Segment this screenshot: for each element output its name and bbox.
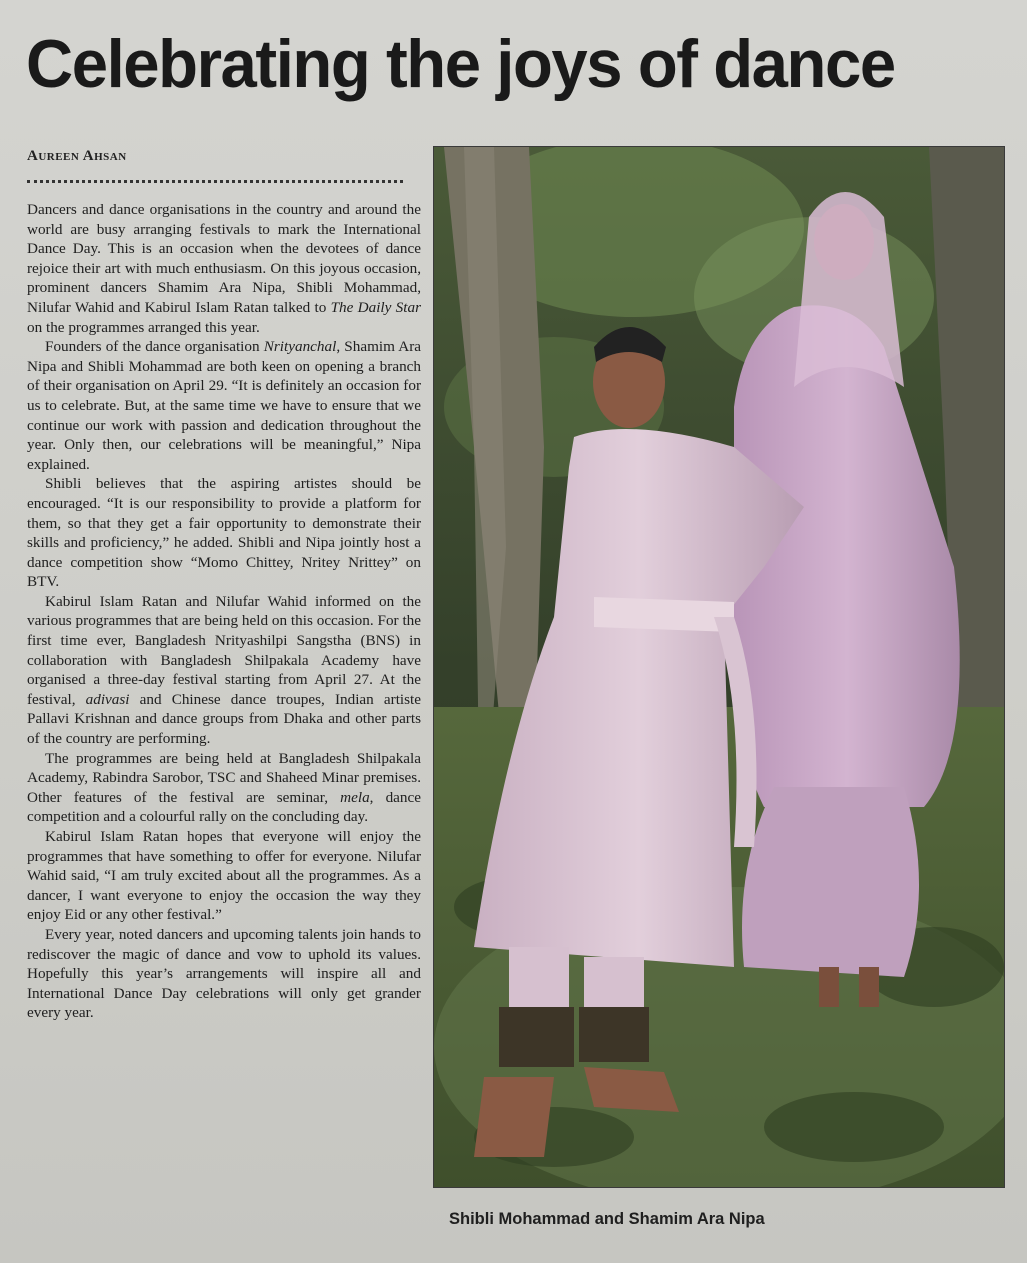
text-run: Every year, noted dancers and upcoming talents join hands to rediscover the magic of dance and vow to uphold its values. Hopefully this year’s arrangements will inspire all and International Dance Day celebrations will only get grander every year. <box>27 925 421 1022</box>
article-paragraph <box>27 337 421 474</box>
article-paragraph <box>27 200 421 337</box>
text-run: Kabirul Islam Ratan and Nilufar Wahid informed on the various programmes that are being held on this occasion. For the first time ever, Bangladesh Nrityashilpi Sangstha (BNS) in collaboration with Bangladesh Shilpakala Academy have organised a three-day festival starting from April 27. At the festival, <box>27 592 421 708</box>
byline: Aureen Ahsan <box>27 148 127 164</box>
text-run: Kabirul Islam Ratan hopes that everyone will enjoy the programmes that have something to offer for everyone. Nilufar Wahid said, “I am truly excited about all the programmes. As a dancer, I want everyone to enjoy the occasion the way they enjoy Eid or any other festival.” <box>27 828 421 924</box>
headline: Celebrating the joys of dance <box>26 26 895 102</box>
italic-text: Nrityanchal <box>263 338 337 356</box>
text-run: , Shamim Ara Nipa and Shibli Mohammad are both keen on opening a branch of their organisation on April 29. “It is definitely an occasion for us to celebrate. But, at the same time we have to ensure that we continue our work with passion and dedication throughout the year. Only then, our celebrations will be meaningful,” Nipa explained. <box>27 338 422 473</box>
dancers-photo <box>433 146 1005 1188</box>
text-run: Founders of the dance organisation <box>45 338 264 356</box>
text-run: and Chinese dance troupes, Indian artiste Pallavi Krishnan and dance groups from Dhaka and other parts of the country are performing. <box>27 690 422 748</box>
article-paragraph <box>27 749 421 827</box>
byline-divider <box>27 180 403 183</box>
photo-illustration <box>434 147 1004 1187</box>
text-run: on the programmes arranged this year. <box>27 318 260 336</box>
text-run: Shibli believes that the aspiring artistes should be encouraged. “It is our responsibility to provide a platform for them, so that they get a fair opportunity to demonstrate their skills and proficiency,” he added. Shibli and Nipa jointly host a dance competition show “Momo Chittey, Nritey Nrittey” on BTV. <box>27 475 421 591</box>
italic-text: adivasi <box>85 690 130 708</box>
text-run: The programmes are being held at Bangladesh Shilpakala Academy, Rabindra Sarobor, TSC and Shaheed Minar premises. Other features of the festival are seminar, <box>27 749 421 806</box>
article-paragraph <box>27 827 421 925</box>
text-run: Dancers and dance organisations in the country and around the world are busy arranging festivals to mark the International Dance Day. This is an occasion when the devotees of dance rejoice their art with much enthusiasm. On this joyous occasion, prominent dancers Shamim Ara Nipa, Shibli Mohammad, Nilufar Wahid and Kabirul Islam Ratan talked to <box>27 201 421 316</box>
text-run: , dance competition and a colourful rally on the concluding day. <box>27 788 421 826</box>
photo-caption: Shibli Mohammad and Shamim Ara Nipa <box>449 1210 765 1228</box>
article-paragraph <box>27 592 421 749</box>
article-paragraph <box>27 474 421 592</box>
italic-text: The Daily Star <box>330 298 421 316</box>
article-body <box>27 200 421 1023</box>
article-paragraph <box>27 925 421 1023</box>
italic-text: mela <box>340 788 370 806</box>
